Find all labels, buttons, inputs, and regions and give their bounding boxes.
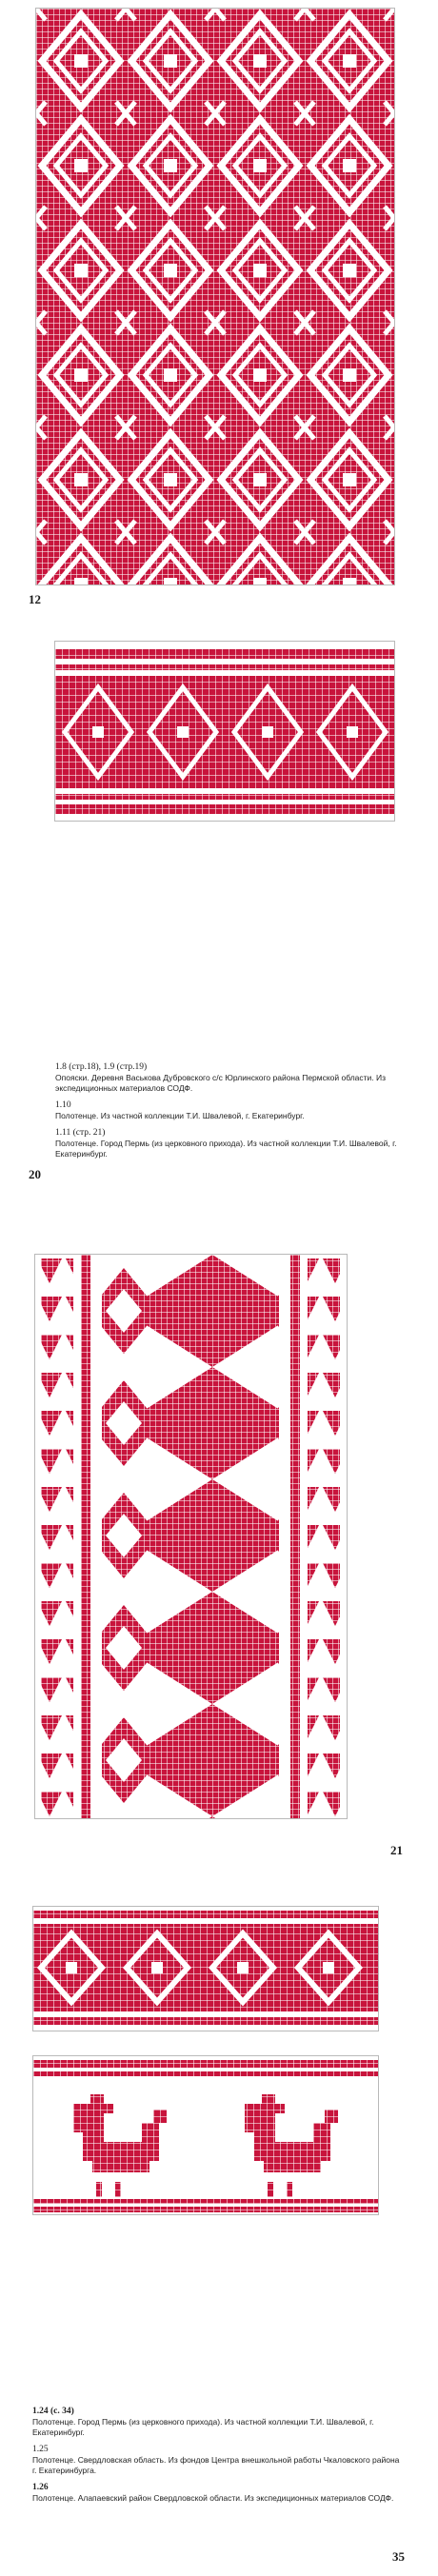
caption-ref: 1.10 <box>55 1100 71 1110</box>
pattern-1-motif <box>36 9 394 585</box>
caption-ref: 1.11 (стр. 21) <box>55 1128 106 1138</box>
caption-ref: 1.24 (с. 34) <box>32 2407 74 2416</box>
caption-text: Опояски. Деревня Васькова Дубровского с/с Юрлинского района Пермской области. Из экспедиционных материалов СОДФ. <box>55 1073 387 1093</box>
caption-ref: 1.8 (стр.18), 1.9 (стр.19) <box>55 1062 148 1072</box>
caption-text: Полотенце. Город Пермь (из церковного прихода). Из частной коллекции Т.И. Швалевой, г. Екатеринбург. <box>55 1139 397 1159</box>
caption-ref: 1.26 <box>32 2483 49 2492</box>
caption-block-1 <box>55 1061 417 1165</box>
pattern-2 <box>54 641 395 822</box>
pattern-3 <box>34 1254 348 1819</box>
caption-text: Полотенце. Алапаевский район Свердловской области. Из экспедиционных материалов СОДФ. <box>32 2493 394 2503</box>
page-number-35: 35 <box>392 2549 405 2564</box>
page-number-20: 20 <box>29 1167 41 1181</box>
page-number-21: 21 <box>390 1843 403 1857</box>
pattern-4 <box>32 1906 379 2031</box>
caption-ref: 1.25 <box>32 2445 49 2454</box>
caption-text: Полотенце. Из частной коллекции Т.И. Швалевой, г. Екатеринбург. <box>55 1111 305 1120</box>
pattern-1 <box>35 8 395 585</box>
bird-right <box>245 2094 338 2197</box>
caption-text: Полотенце. Свердловская область. Из фондов Центра внешкольной работы Чкаловского района г. Екатеринбурга. <box>32 2455 400 2475</box>
pattern-3-motif <box>35 1255 347 1818</box>
page-number-12: 12 <box>29 592 41 606</box>
caption-block-2 <box>32 2406 404 2509</box>
pattern-5 <box>32 2055 379 2215</box>
bird-left <box>73 2094 167 2197</box>
pattern-2-motif <box>55 642 394 821</box>
caption-text: Полотенце. Город Пермь (из церковного прихода). Из частной коллекции Т.И. Швалевой, г. Екатеринбург. <box>32 2417 374 2437</box>
pattern-5-motif <box>33 2056 378 2214</box>
pattern-4-motif <box>33 1907 378 2031</box>
